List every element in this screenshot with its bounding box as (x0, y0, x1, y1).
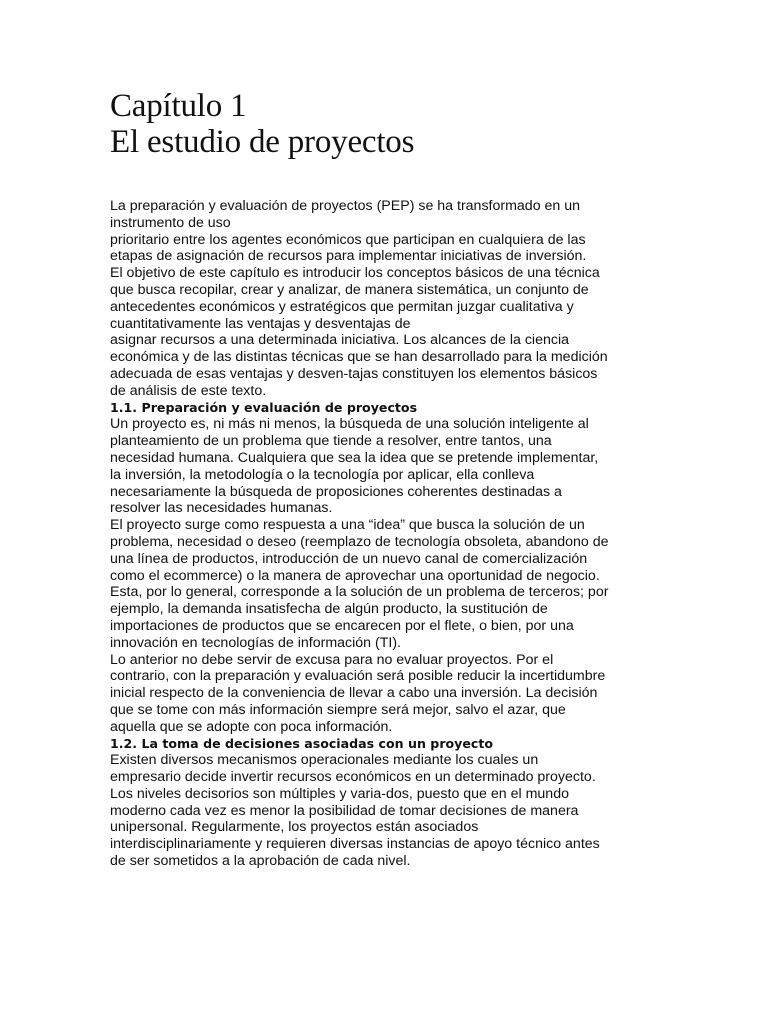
text-line: El proyecto surge como respuesta a una “idea” que busca la solución de un (110, 517, 585, 534)
text-line: la inversión, la metodología o la tecnología por aplicar, ella conlleva (110, 466, 535, 483)
text-line: prioritario entre los agentes económicos que participan en cualquiera de las (110, 231, 586, 248)
text-line: antecedentes económicos y estratégicos que permitan juzgar cualitativa y (110, 298, 574, 315)
text-line: de análisis de este texto. (110, 382, 267, 399)
text-line: problema, necesidad o deseo (reemplazo de tecnología obsoleta, abandono de (110, 533, 609, 550)
text-line: unipersonal. Regularmente, los proyectos están asociados (110, 819, 479, 836)
text-line: asignar recursos a una determinada iniciativa. Los alcances de la ciencia (110, 332, 569, 349)
text-line: adecuada de esas ventajas y desven-tajas constituyen los elementos básicos (110, 365, 598, 382)
body-text (110, 198, 655, 870)
text-line: contrario, con la preparación y evaluación será posible reducir la incertidumbre (110, 668, 606, 685)
text-line: necesidad humana. Cualquiera que sea la idea que se pretende implementar, (110, 449, 599, 466)
text-line: importaciones de productos que se encarecen por el flete, o bien, por una (110, 617, 574, 634)
text-line: etapas de asignación de recursos para implementar iniciativas de inversión. (110, 248, 587, 265)
text-line: que se tome con más información siempre será mejor, salvo el azar, que (110, 701, 566, 718)
text-line: una línea de productos, introducción de un nuevo canal de comercialización (110, 550, 588, 567)
text-line: interdisciplinariamente y requieren diversas instancias de apoyo técnico antes (110, 836, 600, 853)
text-line: Un proyecto es, ni más ni menos, la búsqueda de una solución inteligente al (110, 416, 589, 433)
text-line: innovación en tecnologías de información (TI). (110, 634, 402, 651)
text-line: Lo anterior no debe servir de excusa para no evaluar proyectos. Por el (110, 651, 554, 668)
text-line: planteamiento de un problema que tiende a resolver, entre tantos, una (110, 433, 552, 450)
text-line: cuantitativamente las ventajas y desventajas de (110, 315, 411, 332)
text-line: aquella que se adopte con poca información. (110, 718, 393, 735)
text-line: Esta, por lo general, corresponde a la solución de un problema de terceros; por (110, 584, 609, 601)
text-line: como el ecommerce) o la manera de aprovechar una oportunidad de negocio. (110, 567, 600, 584)
text-line: Los niveles decisorios son múltiples y varia-dos, puesto que en el mundo (110, 785, 569, 802)
text-line: de ser sometidos a la aprobación de cada nivel. (110, 853, 411, 870)
text-line: inicial respecto de la conveniencia de llevar a cabo una inversión. La decisión (110, 685, 598, 702)
text-line: económica y de las distintas técnicas que se han desarrollado para la medición (110, 349, 608, 366)
document-page (110, 88, 655, 870)
section-heading: 1.1. Preparación y evaluación de proyectos (110, 399, 418, 415)
text-line: La preparación y evaluación de proyectos (PEP) se ha transformado en un (110, 198, 581, 214)
chapter-name: El estudio de proyectos (110, 124, 415, 160)
text-line: resolver las necesidades humanas. (110, 500, 333, 517)
text-line: ejemplo, la demanda insatisfecha de algún producto, la sustitución de (110, 601, 548, 618)
text-line: instrumento de uso (110, 214, 231, 231)
text-line: El objetivo de este capítulo es introducir los conceptos básicos de una técnica (110, 265, 600, 282)
chapter-number: Capítulo 1 (110, 88, 247, 124)
text-line: moderno cada vez es menor la posibilidad de tomar decisiones de manera (110, 802, 579, 819)
text-line: Existen diversos mecanismos operacionales mediante los cuales un (110, 752, 539, 769)
section-heading: 1.2. La toma de decisiones asociadas con un proyecto (110, 735, 494, 751)
text-line: necesariamente la búsqueda de proposiciones coherentes destinadas a (110, 483, 562, 500)
text-line: que busca recopilar, crear y analizar, de manera sistemática, un conjunto de (110, 281, 589, 298)
text-line: empresario decide invertir recursos económicos en un determinado proyecto. (110, 769, 596, 786)
chapter-title (110, 88, 655, 160)
